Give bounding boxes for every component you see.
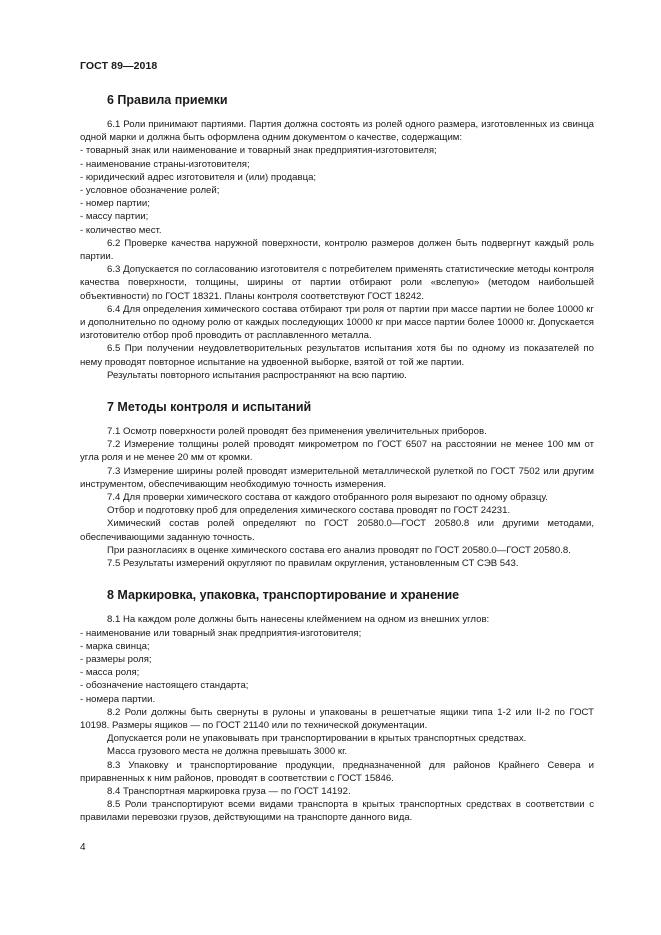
paragraph-7-4: 7.4 Для проверки химического состава от каждого отобранного роля вырезают по одному образцу.	[107, 492, 548, 504]
section-7	[80, 399, 594, 570]
section-6-title: 6 Правила приемки	[107, 93, 228, 107]
paragraph-7-1: 7.1 Осмотр поверхности ролей проводят без применения увеличительных приборов.	[107, 426, 487, 438]
paragraph-8-2-c: Масса грузового места не должна превышать 3000 кг.	[107, 746, 348, 758]
paragraph-6-1: 6.1 Роли принимают партиями. Партия должна состоять из ролей одного размера, изготовленных из свинца одной марки и должна быть оформлена одним документом о качестве, содержащим:	[80, 119, 594, 144]
section-7-title: 7 Методы контроля и испытаний	[107, 400, 312, 415]
paragraph-6-3: 6.3 Допускается по согласованию изготовителя с потребителем применять статистические методы контроля качества поверхности, толщины, ширины от партии отбирают роли «вслепую» (методом наибольшей объективности) по ГОСТ 18321. Планы контроля соответствуют ГОСТ 18242.	[80, 264, 594, 302]
list-item: - наименование страны-изготовителя;	[80, 158, 250, 170]
list-item: - количество мест.	[80, 224, 162, 236]
paragraph-8-2: 8.2 Роли должны быть свернуты в рулоны и упакованы в решетчатые ящики типа 1-2 или II-2 по ГОСТ 10198. Размеры ящиков — по ГОСТ 21140 или по технической документации.	[80, 706, 594, 731]
paragraph-8-5: 8.5 Роли транспортируют всеми видами транспорта в крытых транспортных средствах в соответствии с правилами перевозки грузов, действующими на транспорте данного вида.	[80, 799, 594, 824]
list-item: - номера партии.	[80, 693, 156, 705]
list-item: - юридический адрес изготовителя и (или) продавца;	[80, 171, 317, 183]
list-item: - наименование или товарный знак предприятия-изготовителя;	[80, 627, 362, 639]
list-item: - марка свинца;	[80, 640, 150, 652]
list-item: - массу партии;	[80, 211, 149, 223]
paragraph-7-4-c: Химический состав ролей определяют по ГОСТ 20580.0—ГОСТ 20580.8 или другими методами, обеспечивающими заданную точность.	[80, 518, 594, 543]
paragraph-7-4-d: При разногласиях в оценке химического состава его анализ проводят по ГОСТ 20580.0—ГОСТ 20580.8.	[107, 544, 571, 556]
list-item: - номер партии;	[80, 198, 150, 210]
list-item: - условное обозначение ролей;	[80, 185, 220, 197]
paragraph-6-2: 6.2 Проверке качества наружной поверхности, контролю размеров должен быть подвергнут каждый роль партии.	[80, 237, 594, 263]
section-8-title: 8 Маркировка, упаковка, транспортирование и хранение	[107, 588, 460, 603]
paragraph-8-1: 8.1 На каждом роле должны быть нанесены клеймением на одном из внешних углов:	[107, 614, 490, 626]
paragraph-6-5: 6.5 При получении неудовлетворительных результатов испытания хотя бы по одному из показателей по нему проводят повторное испытание на удвоенной выборке, взятой от той же партии.	[80, 343, 594, 368]
list-item: - размеры роля;	[80, 653, 152, 665]
page-content	[80, 92, 594, 825]
paragraph-6-5-cont: Результаты повторного испытания распространяют на всю партию.	[107, 369, 407, 381]
paragraph-8-2-b: Допускается роли не упаковывать при транспортировании в крытых транспортных средствах.	[107, 733, 527, 745]
section-6	[80, 92, 594, 382]
paragraph-6-4: 6.4 Для определения химического состава отбирают три роля от партии при массе партии не более 10000 кг и дополнительно по одному ролю от каждых последующих 10000 кг при массе партии более 10000 кг. Допускается изготовителю отбор проб проводить от расплавленного металла.	[80, 303, 594, 342]
paragraph-7-5: 7.5 Результаты измерений округляют по правилам округления, установленным СТ СЭВ 543.	[107, 558, 519, 570]
list-item: - обозначение настоящего стандарта;	[80, 680, 249, 692]
paragraph-8-3: 8.3 Упаковку и транспортирование продукции, предназначенной для районов Крайнего Севера и приравненных к ним районов, проводят в соответствии с ГОСТ 15846.	[80, 759, 594, 784]
paragraph-7-2: 7.2 Измерение толщины ролей проводят микрометром по ГОСТ 6507 на расстоянии не менее 100 мм от угла роля и не менее 20 мм от кромки.	[80, 439, 594, 464]
page-header: ГОСТ 89—2018	[80, 60, 158, 72]
paragraph-7-4-b: Отбор и подготовку проб для определения химического состава проводят по ГОСТ 24231.	[107, 505, 511, 517]
paragraph-8-4: 8.4 Транспортная маркировка груза — по ГОСТ 14192.	[107, 785, 351, 797]
paragraph-7-3: 7.3 Измерение ширины ролей проводят измерительной металлической рулеткой по ГОСТ 7502 или другим инструментом, обеспечивающим необходимую точность измерения.	[80, 465, 594, 490]
page-number: 4	[80, 842, 86, 853]
section-8	[80, 587, 594, 824]
list-item: - товарный знак или наименование и товарный знак предприятия-изготовителя;	[80, 145, 437, 157]
list-item: - масса роля;	[80, 667, 140, 679]
